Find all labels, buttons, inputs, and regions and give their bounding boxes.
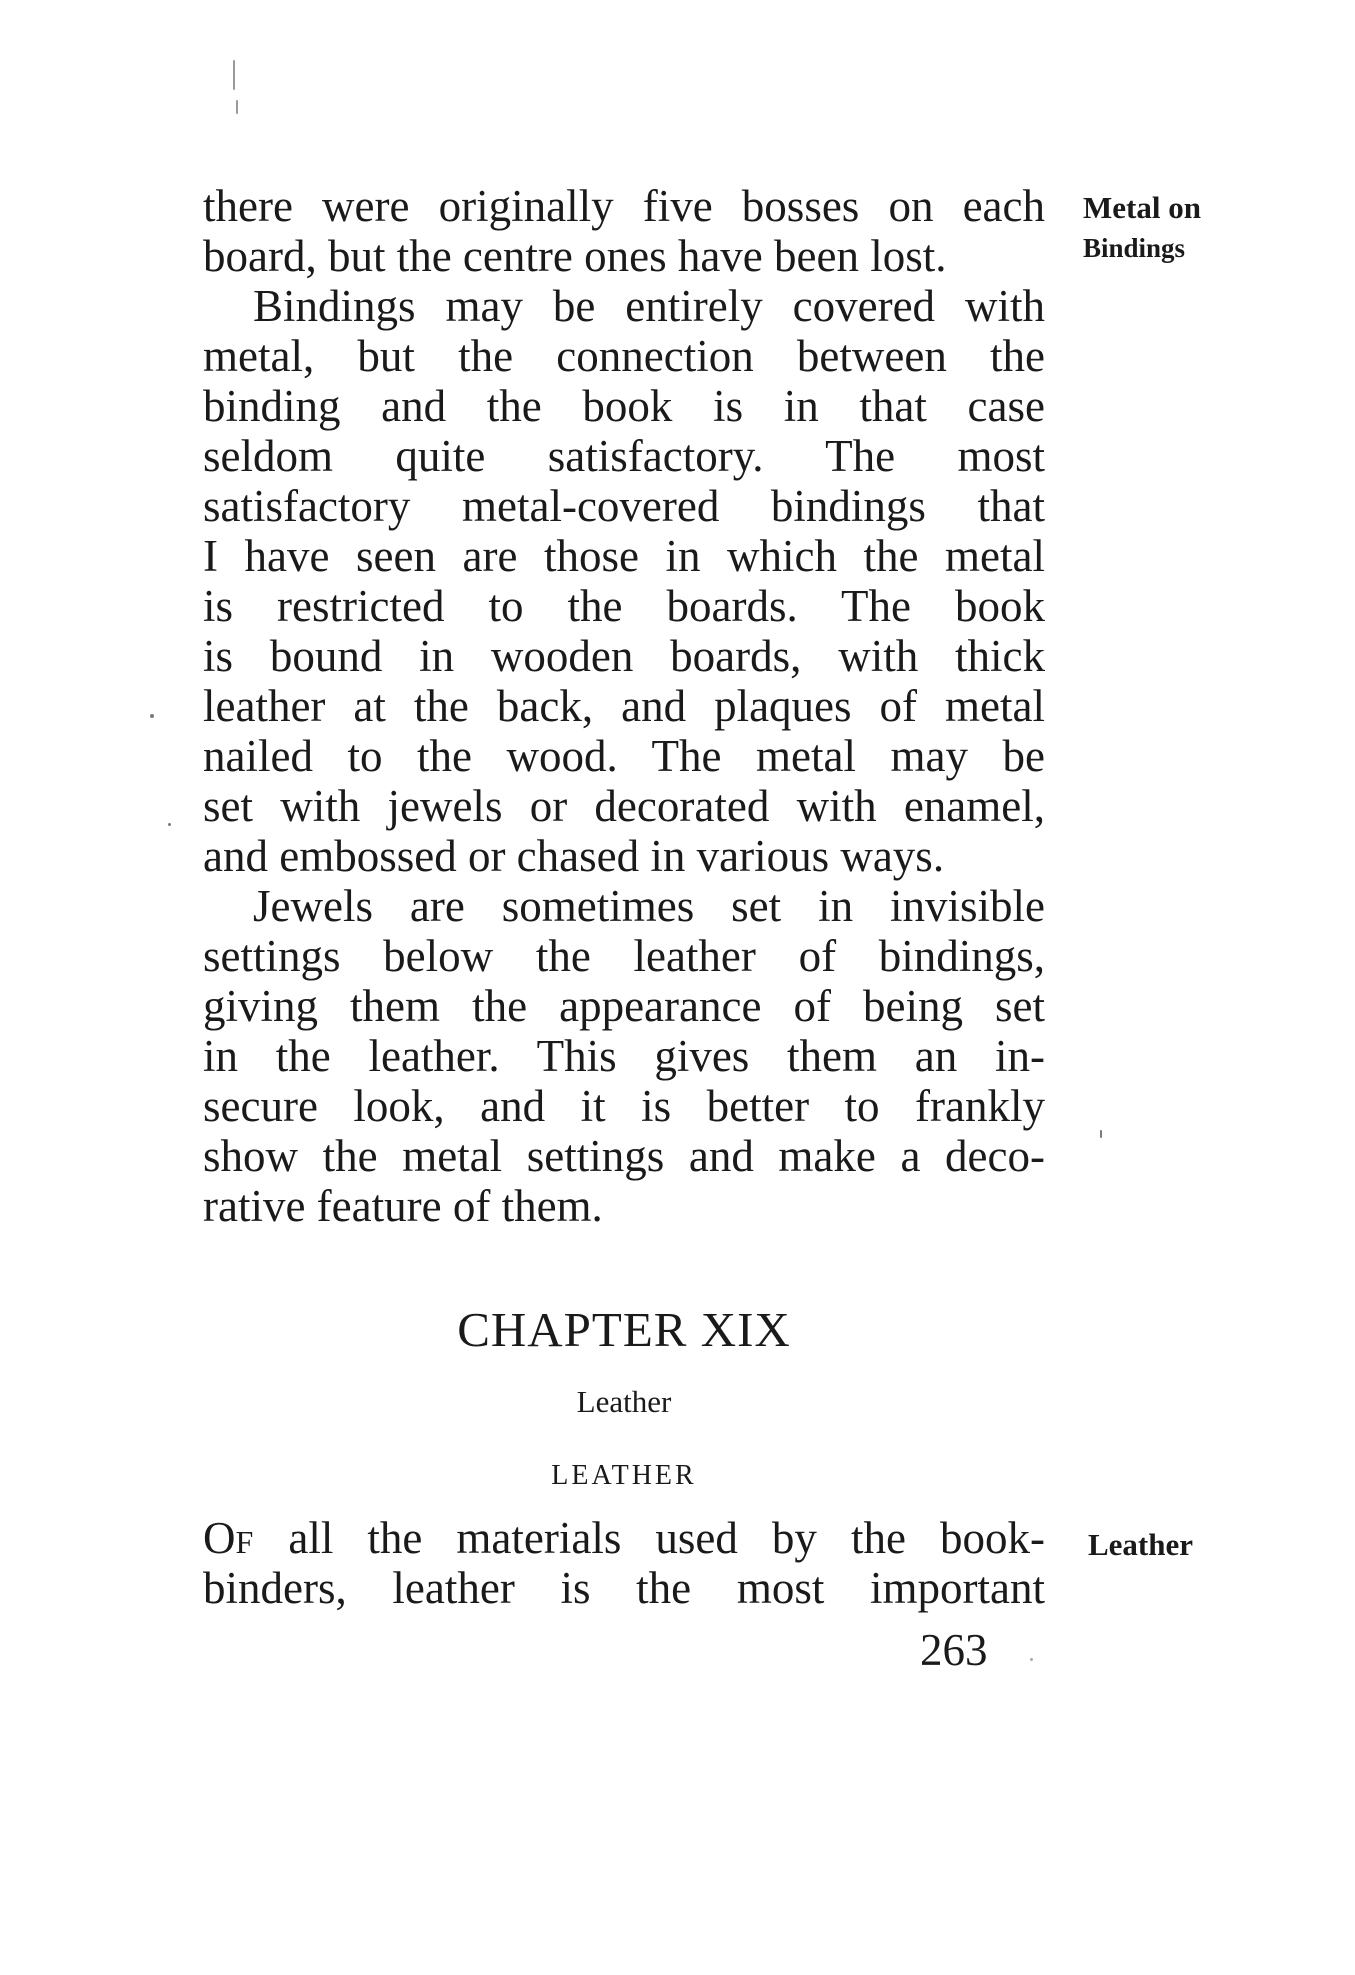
text-line: Jewels are sometimes set in invisible xyxy=(253,881,1045,931)
section-heading: LEATHER xyxy=(551,1460,697,1491)
text-line: satisfactory metal-covered bindings that xyxy=(203,481,1045,531)
drop-word-smallcap: F xyxy=(235,1524,255,1560)
text-line: in the leather. This gives them an in- xyxy=(203,1031,1045,1081)
text-line xyxy=(203,1513,1045,1563)
text-line: Bindings may be entirely covered with xyxy=(253,281,1045,331)
scan-speck xyxy=(168,823,171,826)
scan-speck xyxy=(1100,1130,1102,1138)
scan-speck xyxy=(236,100,238,114)
text-line: rative feature of them. xyxy=(203,1181,603,1231)
continued-paragraph xyxy=(203,181,1045,281)
scan-speck xyxy=(233,60,235,90)
text-line: is restricted to the boards. The book xyxy=(203,581,1045,631)
drop-word-initial: O xyxy=(203,1513,236,1563)
margin-note-line: Metal on xyxy=(1083,190,1201,225)
text-line: metal, but the connection between the xyxy=(203,331,1045,381)
chapter-opening-paragraph xyxy=(203,1513,1045,1613)
chapter-subtitle: Leather xyxy=(576,1384,672,1419)
text-line: I have seen are those in which the metal xyxy=(203,531,1045,581)
text-line: giving them the appearance of being set xyxy=(203,981,1045,1031)
paragraph-jewels xyxy=(203,881,1045,1231)
page-number: 263 xyxy=(920,1625,988,1675)
text-line-rest: all the materials used by the book- xyxy=(254,1513,1045,1563)
text-line: nailed to the wood. The metal may be xyxy=(203,731,1045,781)
margin-note-line: Bindings xyxy=(1083,233,1186,263)
scan-speck xyxy=(1030,1658,1033,1661)
text-line: binding and the book is in that case xyxy=(203,381,1045,431)
text-line: board, but the centre ones have been lost. xyxy=(203,231,947,281)
margin-note-leather: Leather xyxy=(1088,1527,1194,1562)
text-line: leather at the back, and plaques of metal xyxy=(203,681,1045,731)
margin-note-metal-on-bindings xyxy=(1083,188,1201,268)
scan-speck xyxy=(150,714,154,718)
text-line: seldom quite satisfactory. The most xyxy=(203,431,1045,481)
chapter-title: CHAPTER XIX xyxy=(457,1302,791,1357)
text-line: and embossed or chased in various ways. xyxy=(203,831,945,881)
text-line: set with jewels or decorated with enamel, xyxy=(203,781,1045,831)
text-line: binders, leather is the most important xyxy=(203,1563,1045,1613)
text-line: show the metal settings and make a deco- xyxy=(203,1131,1045,1181)
text-line: is bound in wooden boards, with thick xyxy=(203,631,1045,681)
text-line: there were originally five bosses on each xyxy=(203,181,1045,231)
paragraph-metal-bindings xyxy=(203,281,1045,881)
text-line: settings below the leather of bindings, xyxy=(203,931,1045,981)
text-line: secure look, and it is better to frankly xyxy=(203,1081,1045,1131)
